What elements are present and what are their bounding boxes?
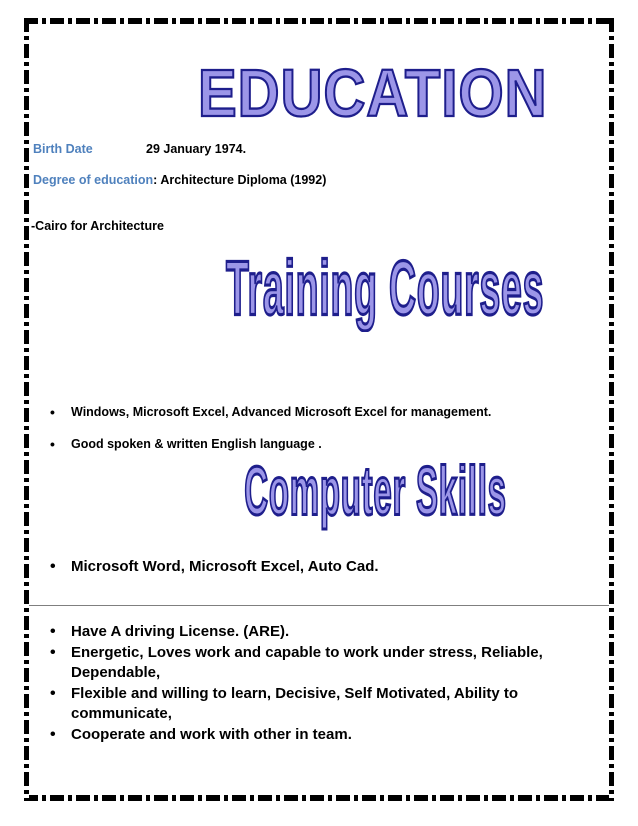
list-item: • Have A driving License. (ARE). [33, 622, 553, 642]
page-border-left [24, 18, 29, 801]
page-border-top [24, 18, 614, 24]
school-line: -Cairo for Architecture [31, 219, 164, 233]
list-item: • Windows, Microsoft Excel, Advanced Microsoft Excel for management. [33, 404, 593, 420]
birth-date-label: Birth Date [33, 142, 93, 156]
list-item: • Cooperate and work with other in team. [33, 725, 553, 745]
personal-skills-list [33, 622, 553, 746]
list-item: • Flexible and willing to learn, Decisive, Self Motivated, Ability to communicate, [33, 684, 553, 724]
list-item: • Good spoken & written English language . [33, 436, 593, 452]
list-item: • Microsoft Word, Microsoft Excel, Auto Cad. [33, 557, 593, 577]
birth-date-value: 29 January 1974. [146, 142, 247, 156]
education-heading: EDUCATION [198, 56, 548, 131]
list-item: • Energetic, Loves work and capable to work under stress, Reliable, Dependable, [33, 643, 553, 683]
page-border-bottom [24, 795, 614, 801]
computer-skills-heading: Computer Skills [244, 454, 507, 531]
section-divider [29, 605, 609, 606]
degree-line [33, 173, 326, 187]
degree-label: Degree of education [33, 173, 154, 187]
degree-value: : Architecture Diploma (1992) [153, 173, 327, 187]
page-border-right [609, 18, 614, 801]
computer-skills-list [33, 557, 593, 578]
training-courses-heading: Training Courses [225, 247, 545, 332]
